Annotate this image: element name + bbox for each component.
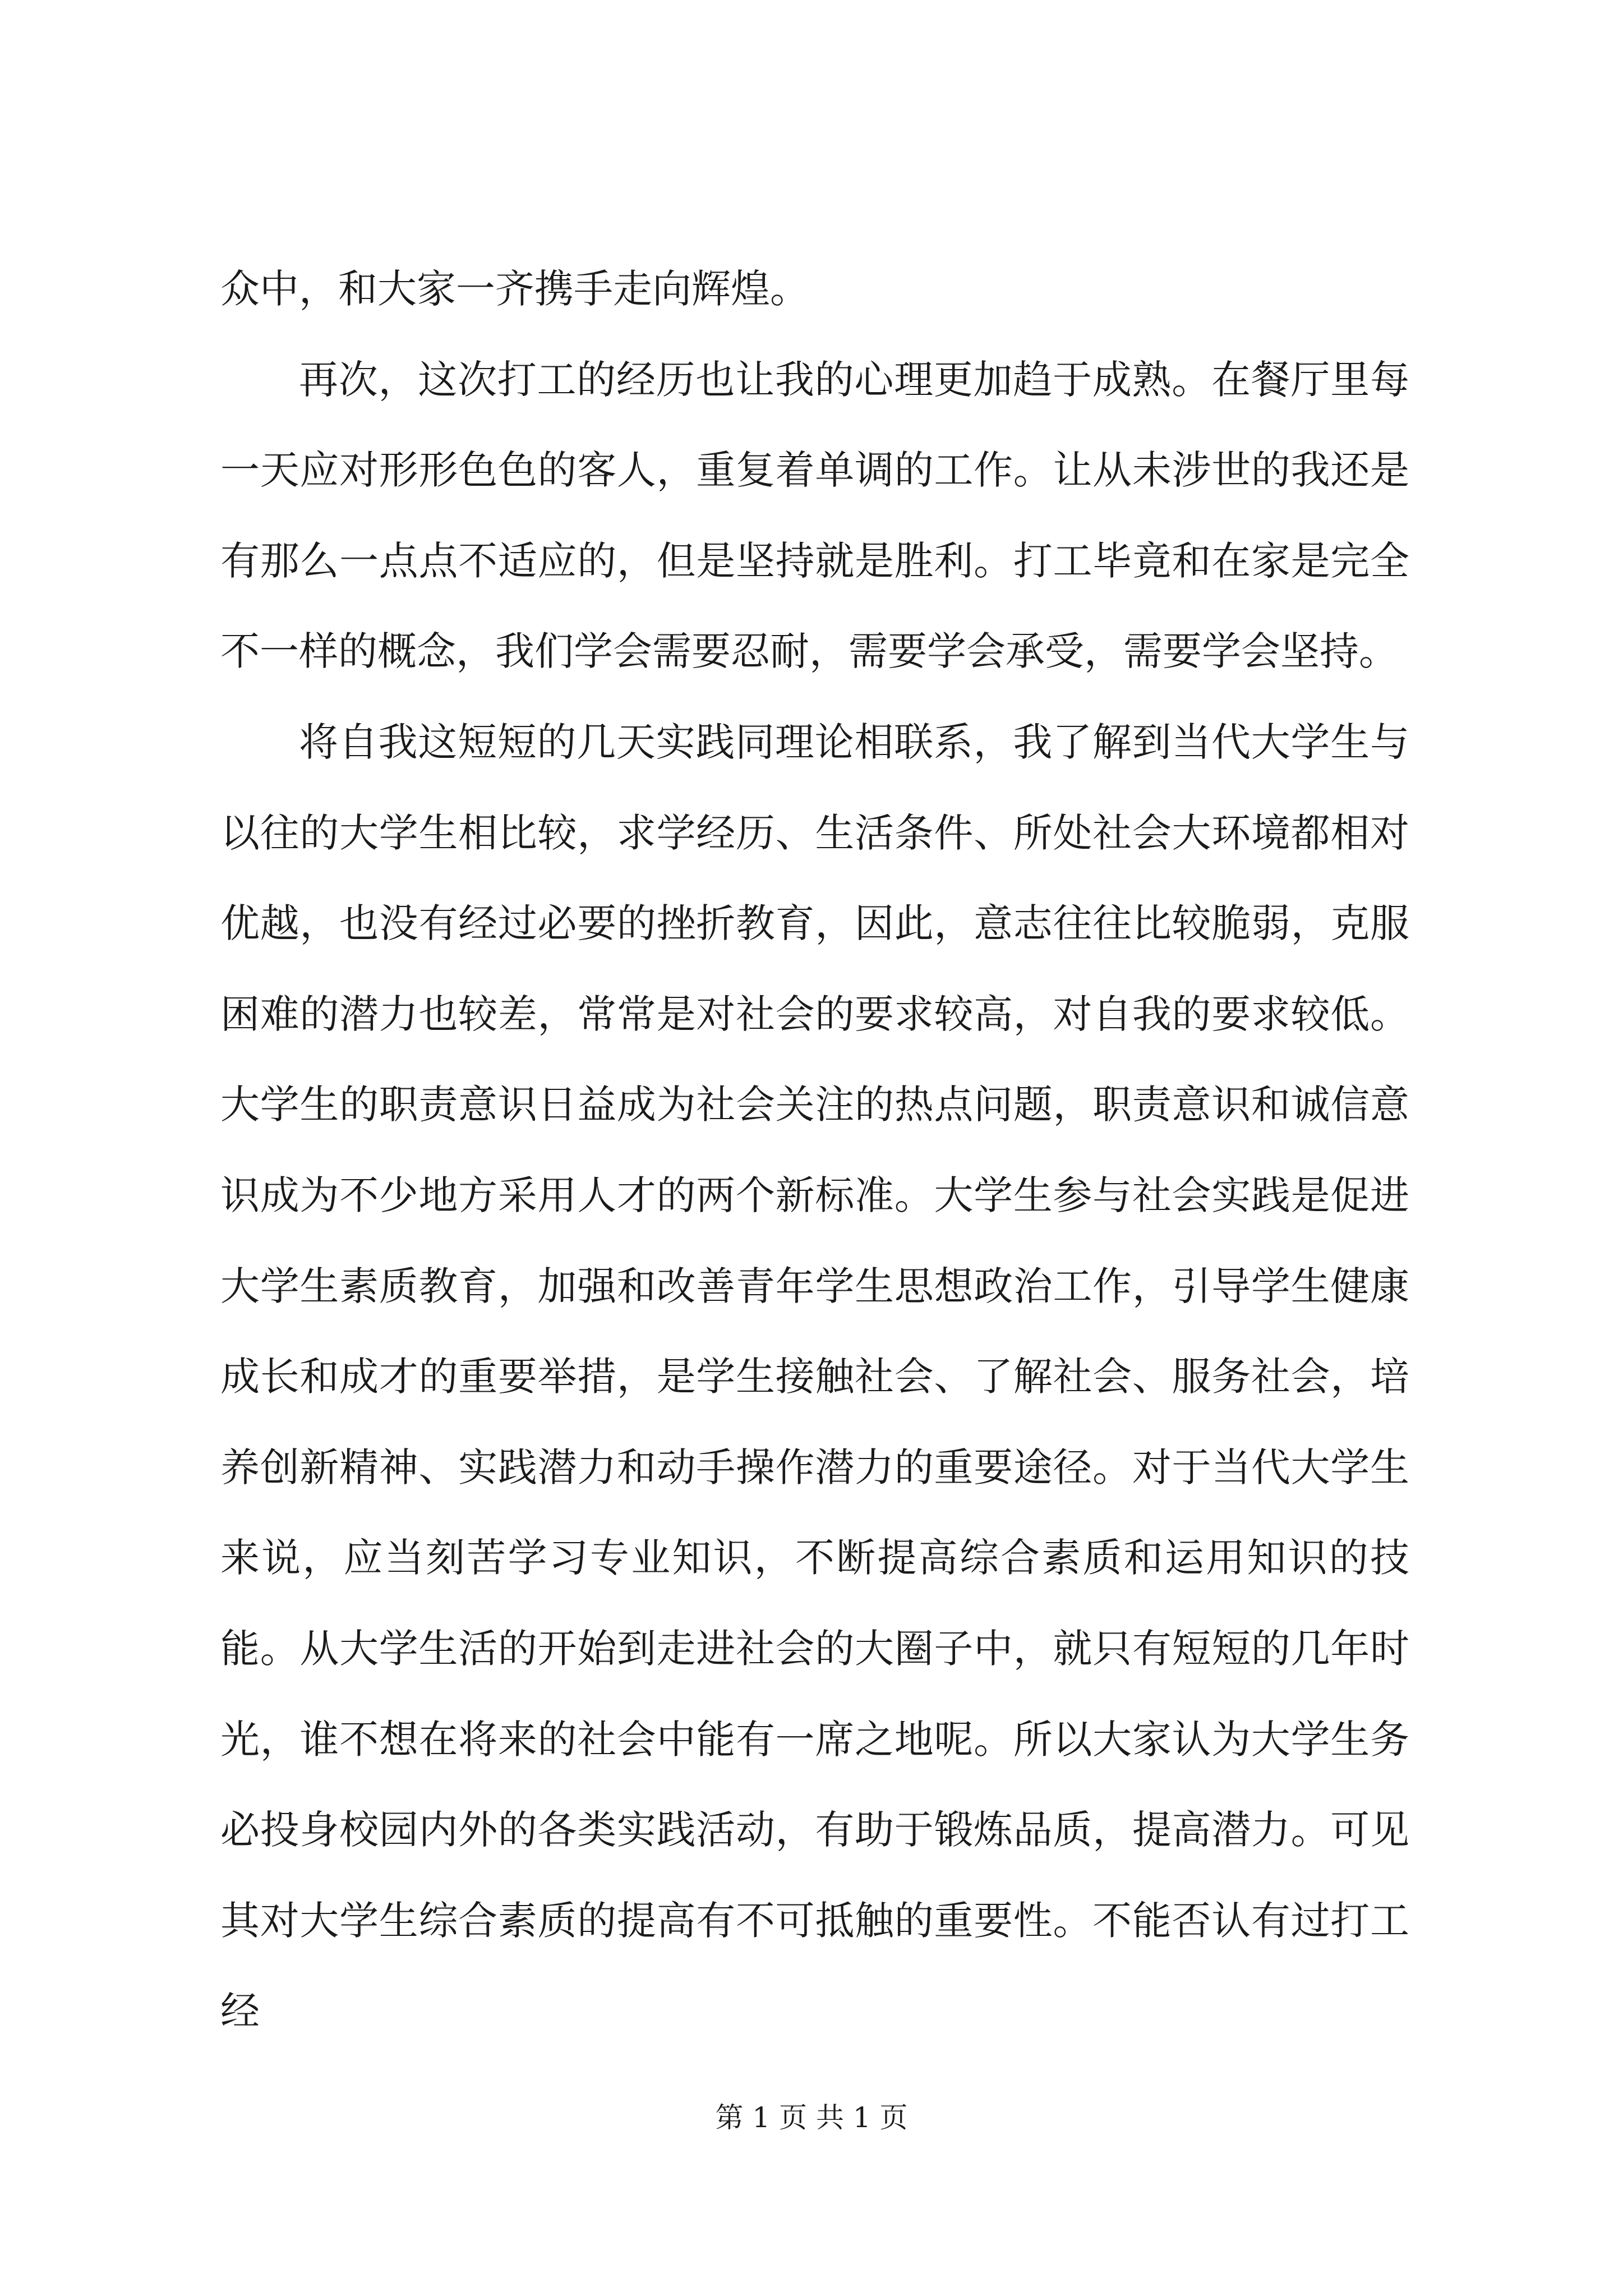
paragraph-work-experience: 再次，这次打工的经历也让我的心理更加趋于成熟。在餐厅里每一天应对形形色色的客人，重复着单调的工作。让从未涉世的我还是有那么一点点不适应的，但是坚持就是胜利。打工毕竟和在家是完全不一样的概念，我们学会需要忍耐，需要学会承受，需要学会坚持。 [220, 356, 1409, 675]
page-footer: 第 1 页 共 1 页 [715, 2101, 908, 2134]
paragraph-continuation: 众中，和大家一齐携手走向辉煌。 [220, 266, 809, 312]
paragraph-practice-theory: 将自我这短短的几天实践同理论相联系，我了解到当代大学生与以往的大学生相比较，求学经历、生活条件、所处社会大环境都相对优越，也没有经过必要的挫折教育，因此，意志往往比较脆弱，克服困难的潜力也较差，常常是对社会的要求较高，对自我的要求较低。大学生的职责意识日益成为社会关注的热点问题，职责意识和诚信意识成为不少地方采用人才的两个新标准。大学生参与社会实践是促进大学生素质教育，加强和改善青年学生思想政治工作，引导学生健康成长和成才的重要举措，是学生接触社会、了解社会、服务社会，培养创新精神、实践潜力和动手操作潜力的重要途径。对于当代大学生来说，应当刻苦学习专业知识，不断提高综合素质和运用知识的技能。从大学生活的开始到走进社会的大圈子中，就只有短短的几年时光，谁不想在将来的社会中能有一席之地呢。所以大家认为大学生务必投身校园内外的各类实践活动，有助于锻炼品质，提高潜力。可见其对大学生综合素质的提高有不可抵触的重要性。不能否认有过打工经 [220, 719, 1409, 2035]
document-body [220, 244, 1409, 2057]
